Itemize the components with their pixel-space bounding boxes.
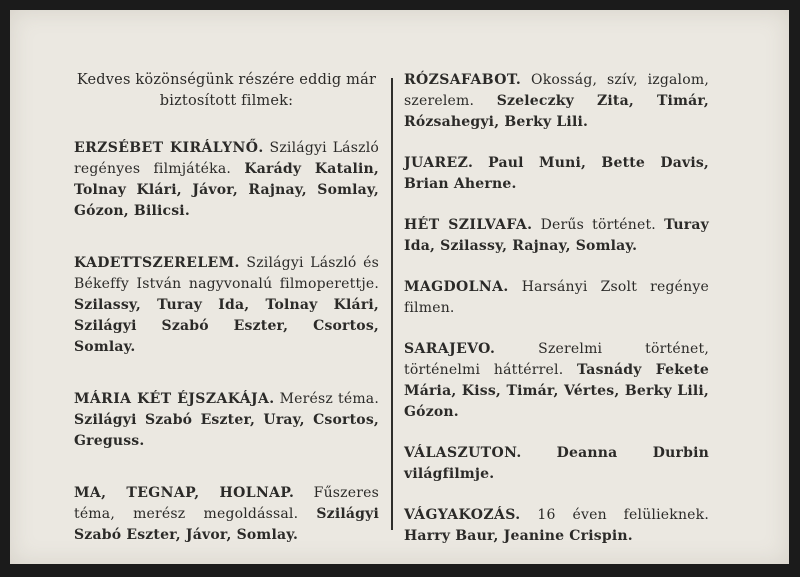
film-entry-vagyakozas	[404, 505, 709, 547]
film-title: HÉT SZILVAFA.	[404, 217, 533, 233]
film-title: SARAJEVO.	[404, 341, 496, 357]
film-cast: Paul Muni, Bette Davis, Brian Aherne.	[404, 155, 709, 192]
film-title: RÓZSAFABOT.	[404, 72, 522, 88]
film-title: VÁGYAKOZÁS.	[404, 507, 521, 523]
film-entry-rozsafabot	[404, 70, 709, 133]
film-cast: Turay Ida, Szilassy, Rajnay, Somlay.	[404, 217, 709, 254]
film-title: MA, TEGNAP, HOLNAP.	[74, 485, 295, 501]
film-description: Merész téma.	[279, 391, 379, 407]
film-cast: Szeleczky Zita, Timár, Rózsahegyi, Berky Lili.	[404, 93, 709, 130]
film-entry-magdolna	[404, 277, 709, 319]
film-entry-juarez	[404, 153, 709, 195]
film-cast: Szilágyi Szabó Eszter, Uray, Csortos, Greguss.	[74, 412, 379, 449]
film-description: Derűs történet.	[540, 217, 656, 233]
film-entry-maria-ket-ejszakaja	[74, 389, 379, 452]
left-column	[74, 70, 379, 577]
film-entry-sarajevo	[404, 339, 709, 423]
film-description: 16 éven felülieknek.	[537, 507, 709, 523]
film-description: Szilágyi László regényes filmjátéka.	[74, 140, 380, 177]
program-leaflet-page	[10, 10, 789, 564]
film-title: MÁRIA KÉT ÉJSZAKÁJA.	[74, 391, 275, 407]
film-entry-erzsebet-kiralyno	[74, 138, 379, 222]
film-title: JUAREZ.	[404, 155, 474, 171]
film-title: MAGDOLNA.	[404, 279, 509, 295]
film-description: Fűszeres téma, merész megoldással.	[74, 485, 379, 522]
column-divider	[391, 78, 393, 530]
film-description: Szilágyi László és Békeffy István nagyvonalú filmoperettje.	[74, 255, 379, 292]
film-cast: Szilassy, Turay Ida, Tolnay Klári, Szilágyi Szabó Eszter, Csortos, Somlay.	[74, 297, 379, 355]
right-column	[404, 70, 709, 567]
film-title: KADETTSZERELEM.	[74, 255, 240, 271]
film-entry-ma-tegnap-holnap	[74, 483, 379, 546]
film-description: Szerelmi történet, történelmi háttérrel.	[404, 341, 709, 378]
film-cast: Karády Katalin, Tolnay Klári, Jávor, Rajnay, Somlay, Gózon, Bilicsi.	[74, 161, 379, 219]
film-cast: Deanna Durbin világfilmje.	[404, 445, 709, 482]
film-title: VÁLASZUTON.	[404, 445, 522, 461]
film-entry-kadettszerelem	[74, 253, 379, 358]
film-entry-valaszuton	[404, 443, 709, 485]
film-cast: Harry Baur, Jeanine Crispin.	[404, 528, 633, 544]
film-description: Okosság, szív, izgalom, szerelem.	[404, 72, 709, 109]
film-cast: Szilágyi Szabó Eszter, Jávor, Somlay.	[74, 506, 379, 543]
film-cast: Tasnády Fekete Mária, Kiss, Timár, Vértes, Berky Lili, Gózon.	[404, 362, 709, 420]
film-title: ERZSÉBET KIRÁLYNŐ.	[74, 140, 264, 156]
film-description: Harsányi Zsolt regénye filmen.	[404, 279, 709, 316]
film-entry-het-szilvafa	[404, 215, 709, 257]
intro-text: Kedves közönségünk részére eddig már biztosított filmek:	[76, 72, 377, 109]
